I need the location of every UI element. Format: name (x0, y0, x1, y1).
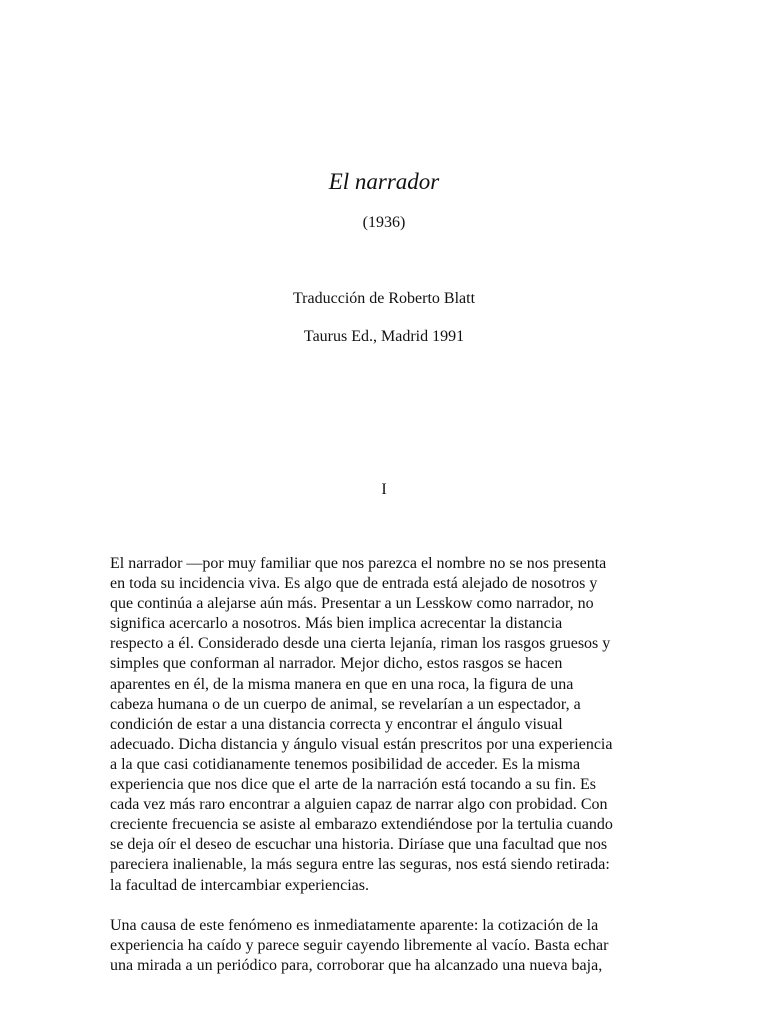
text-line: condición de estar a una distancia correcta y encontrar el ángulo visual (110, 715, 563, 733)
text-line: aparentes en él, de la misma manera en que en una roca, la figura de una (110, 675, 574, 693)
text-line: adecuado. Dicha distancia y ángulo visual están prescritos por una experiencia (110, 735, 613, 753)
text-line: respecto a él. Considerado desde una cierta lejanía, riman los rasgos gruesos y (110, 635, 611, 653)
text-line: se deja oír el deseo de escuchar una historia. Diríase que una facultad que nos (110, 836, 608, 854)
text-line: que continúa a alejarse aún más. Presentar a un Lesskow como narrador, no (110, 595, 594, 613)
body-text (110, 554, 670, 996)
text-line: en toda su incidencia viva. Es algo que de entrada está alejado de nosotros y (110, 575, 598, 593)
text-line: experiencia ha caído y parece seguir cayendo libremente al vacío. Basta echar (110, 936, 609, 954)
text-line: simples que conforman al narrador. Mejor dicho, estos rasgos se hacen (110, 655, 563, 673)
section-number: I (381, 481, 387, 498)
text-line: cada vez más raro encontrar a alguien capaz de narrar algo con probidad. Con (110, 796, 608, 814)
text-line: significa acercarlo a nosotros. Más bien implica acrecentar la distancia (110, 615, 563, 633)
text-line: la facultad de intercambiar experiencias. (110, 876, 369, 894)
translator-credit: Traducción de Roberto Blatt (292, 290, 476, 307)
text-line: Una causa de este fenómeno es inmediatamente aparente: la cotización de la (110, 916, 599, 934)
publisher-credit: Taurus Ed., Madrid 1991 (303, 328, 465, 345)
text-line: creciente frecuencia se asiste al embarazo extendiéndose por la tertulia cuando (110, 816, 613, 834)
text-line: experiencia que nos dice que el arte de la narración está tocando a su fin. Es (110, 776, 597, 794)
paragraph (110, 554, 670, 896)
text-line: una mirada a un periódico para, corroborar que ha alcanzado una nueva baja, (110, 956, 603, 974)
text-line: cabeza humana o de un cuerpo de animal, se revelarían a un espectador, a (110, 695, 581, 713)
text-line: El narrador —por muy familiar que nos parezca el nombre no se nos presenta (110, 555, 607, 572)
paragraph (110, 916, 670, 976)
text-line: pareciera inalienable, la más segura entre las seguras, nos está siendo retirada: (110, 856, 610, 874)
text-line: a la que casi cotidianamente tenemos posibilidad de acceder. Es la misma (110, 755, 581, 773)
document-year: (1936) (362, 214, 406, 231)
document-title: El narrador (328, 169, 440, 194)
